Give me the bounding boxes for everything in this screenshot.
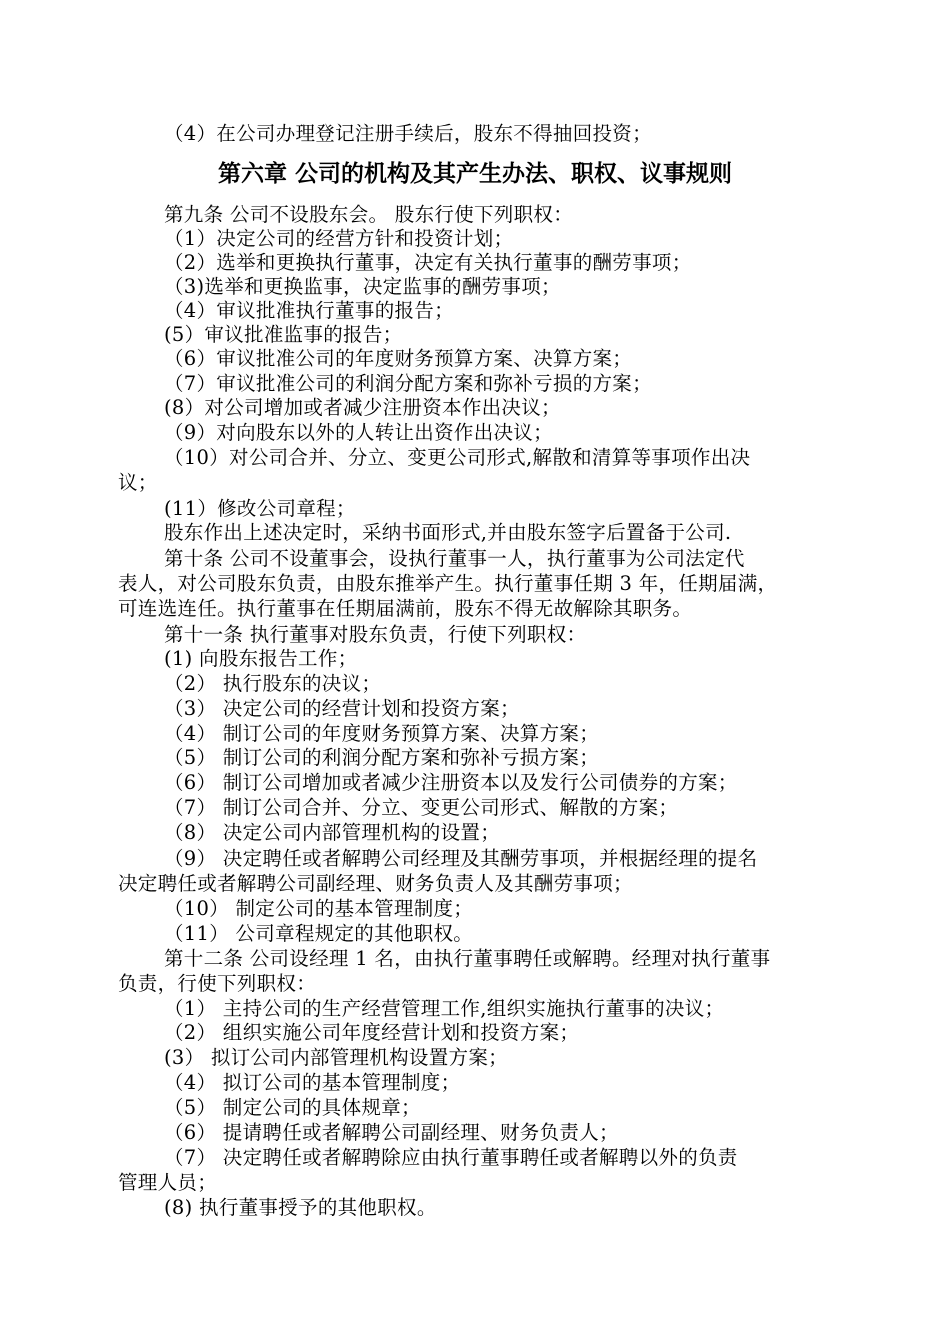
text-line: (3） 拟订公司内部管理机构设置方案； [164,1046,508,1069]
text-line: （7） 决定聘任或者解聘除应由执行董事聘任或者解聘以外的负责 [164,1146,738,1169]
text-line: 议； [118,471,158,494]
text-line: (5）审议批准监事的报告； [164,323,403,346]
text-line: (8) 执行董事授予的其他职权。 [164,1196,437,1219]
text-line: （11） 公司章程规定的其他职权。 [164,922,474,945]
text-line: （7）审议批准公司的利润分配方案和弥补亏损的方案； [164,372,652,395]
text-line: 第十一条 执行董事对股东负责，行使下列职权： [164,623,587,646]
text-line: (8）对公司增加或者减少注册资本作出决议； [164,396,561,419]
text-line: 可连选连任。执行董事在任期届满前，股东不得无故解除其职务。 [118,597,693,620]
text-line: 表人，对公司股东负责，由股东推举产生。执行董事任期 3 年，任期届满， [118,572,778,595]
text-line: 管理人员； [118,1171,218,1194]
text-line: （10）对公司合并、分立、变更公司形式,解散和清算等事项作出决 [164,446,751,469]
text-line: （3） 决定公司的经营计划和投资方案； [164,697,520,720]
text-line: （3)选举和更换监事，决定监事的酬劳事项； [164,275,561,298]
text-line: (1) 向股东报告工作； [164,647,358,670]
text-line: 决定聘任或者解聘公司副经理、财务负责人及其酬劳事项； [118,872,633,895]
chapter-heading: 第六章 公司的机构及其产生办法、职权、议事规则 [217,161,732,187]
text-line: （6） 提请聘任或者解聘公司副经理、财务负责人； [164,1121,619,1144]
text-line: （9）对向股东以外的人转让出资作出决议； [164,421,553,444]
text-line: （6） 制订公司增加或者减少注册资本以及发行公司债券的方案； [164,771,738,794]
text-line: （10） 制定公司的基本管理制度； [164,897,474,920]
text-line: 第十二条 公司设经理 1 名，由执行董事聘任或解聘。经理对执行董事 [164,947,771,970]
text-line: 股东作出上述决定时，采纳书面形式,并由股东签字后置备于公司. [164,521,732,544]
text-line: （7） 制订公司合并、分立、变更公司形式、解散的方案； [164,796,679,819]
text-line: （9） 决定聘任或者解聘公司经理及其酬劳事项，并根据经理的提名 [164,847,758,870]
text-line: （2） 组织实施公司年度经营计划和投资方案； [164,1021,580,1044]
text-line: （8） 决定公司内部管理机构的设置； [164,821,501,844]
text-line: （4） 拟订公司的基本管理制度； [164,1071,461,1094]
text-line: （1）决定公司的经营方针和投资计划； [164,227,514,250]
text-line: 第十条 公司不设董事会，设执行董事一人，执行董事为公司法定代 [164,547,745,570]
text-line: （5） 制定公司的具体规章； [164,1096,421,1119]
text-line: （5） 制订公司的利润分配方案和弥补亏损方案； [164,746,600,769]
text-line: 负责，行使下列职权： [118,972,317,995]
text-line: （4）在公司办理登记注册手续后，股东不得抽回投资； [164,122,652,145]
text-line: （4） 制订公司的年度财务预算方案、决算方案； [164,722,600,745]
text-line: 第九条 公司不设股东会。 股东行使下列职权： [164,203,573,226]
text-line: （6）审议批准公司的年度财务预算方案、决算方案； [164,347,633,370]
text-line: （4）审议批准执行董事的报告； [164,299,454,322]
text-line: (11）修改公司章程； [164,497,356,520]
text-line: （2）选举和更换执行董事，决定有关执行董事的酬劳事项； [164,251,692,274]
text-line: （1） 主持公司的生产经营管理工作,组织实施执行董事的决议； [164,997,725,1020]
text-line: （2） 执行股东的决议； [164,672,382,695]
